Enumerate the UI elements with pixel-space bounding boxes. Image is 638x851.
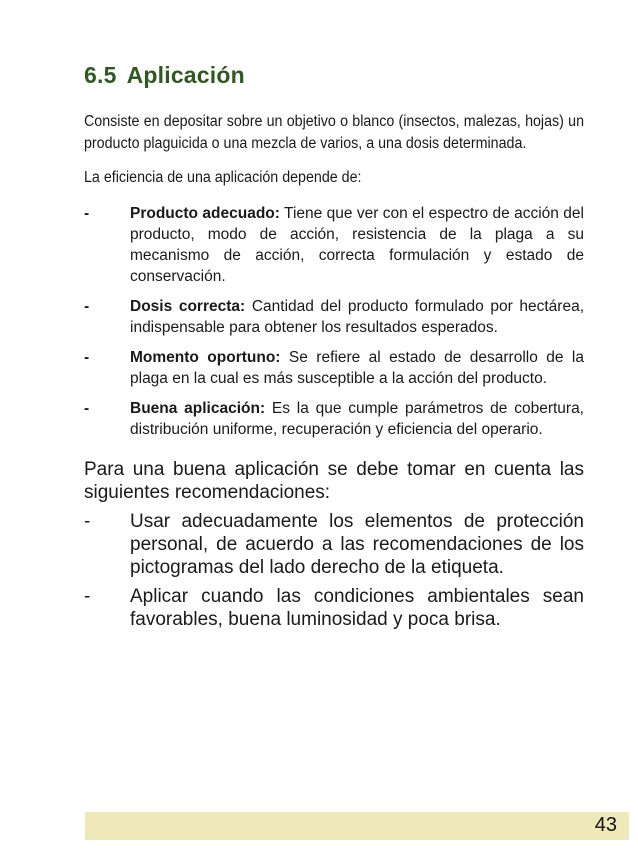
factor-term: Dosis correcta: [130, 298, 246, 315]
list-item-content [130, 203, 584, 287]
list-item-content [130, 398, 584, 440]
recommendations-intro: Para una buena aplicación se debe tomar en cuenta las siguientes recomendaciones: [84, 459, 584, 503]
factors-list [84, 203, 584, 440]
factor-text: Es la que cumple parámetros de cobertura, distribución uniforme, recuperación y eficiencia del operario. [130, 400, 584, 438]
section-number: 6.5 [84, 62, 117, 88]
page-content [84, 62, 584, 637]
list-item [84, 510, 584, 579]
list-item [84, 347, 584, 389]
section-title-text: Aplicación [126, 62, 245, 88]
factor-term: Buena aplicación: [130, 400, 266, 417]
footer-bar [85, 812, 629, 840]
factor-text: Cantidad del producto formulado por hectárea, indispensable para obtener los resultados esperados. [130, 298, 584, 336]
bullet-dash: - [84, 511, 91, 532]
lead-paragraph: La eficiencia de una aplicación depende de: [84, 169, 362, 186]
recommendation-text: Aplicar cuando las condiciones ambientales sean favorables, buena luminosidad y poca brisa. [130, 586, 584, 630]
list-item [84, 203, 584, 287]
recommendation-text: Usar adecuadamente los elementos de protección personal, de acuerdo a las recomendaciones de los pictogramas del lado derecho de la etiqueta. [130, 511, 584, 578]
list-item [84, 296, 584, 338]
list-item [84, 398, 584, 440]
factor-term: Momento oportuno: [130, 349, 281, 366]
factor-text: Tiene que ver con el espectro de acción del producto, modo de acción, resistencia de la plaga a su mecanismo de acción, correcta formulación y estado de conservación. [130, 205, 584, 285]
intro-paragraph: Consiste en depositar sobre un objetivo o blanco (insectos, malezas, hojas) un producto plaguicida o una mezcla de varios, a una dosis determinada. [84, 113, 585, 152]
recommendations-list [84, 510, 584, 631]
factor-term: Producto adecuado: [130, 205, 280, 222]
bullet-dash: - [84, 298, 90, 315]
factor-text: Se refiere al estado de desarrollo de la plaga en la cual es más susceptible a la acción del producto. [130, 349, 584, 387]
section-title [84, 62, 584, 89]
bullet-dash: - [84, 400, 90, 417]
bullet-dash: - [84, 586, 91, 607]
bullet-dash: - [84, 205, 90, 222]
page-number: 43 [594, 814, 617, 836]
list-item-content [130, 347, 584, 389]
list-item [84, 585, 584, 631]
bullet-dash: - [84, 349, 90, 366]
list-item-content [130, 296, 584, 338]
